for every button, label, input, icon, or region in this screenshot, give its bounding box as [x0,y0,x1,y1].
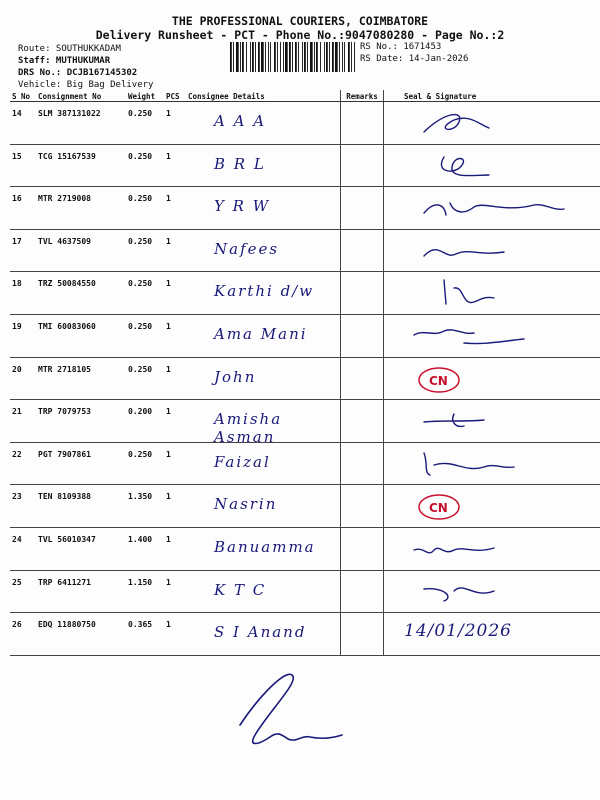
weight-cell: 1.400 [126,527,164,570]
weight-cell: 0.250 [126,187,164,230]
seal-cell [384,144,600,187]
consignee-handwriting: Y R W [214,197,271,216]
sno-cell: 24 [10,527,36,570]
weight-cell: 0.250 [126,314,164,357]
pcs-cell: 1 [164,229,186,272]
rs-no-label: RS No.: 1671453 [360,42,442,52]
consignment-cell: TRP 7079753 [36,400,126,443]
weight-cell: 1.350 [126,485,164,528]
table-row [10,272,600,315]
seal-cell [384,400,600,443]
consignee-handwriting: K T C [214,580,267,599]
remarks-cell [341,527,384,570]
signature-icon [384,528,598,569]
header-seal: Seal & Signature [384,90,600,102]
header-remarks: Remarks [341,90,384,102]
consignment-cell: TEN 8109388 [36,485,126,528]
pcs-cell: 1 [164,400,186,443]
sno-cell: 22 [10,442,36,485]
sno-cell: 20 [10,357,36,400]
table-row [10,570,600,613]
seal-cell [384,442,600,485]
consignee-handwriting: Nasrin [214,495,278,514]
pcs-cell: 1 [164,613,186,656]
remarks-cell [341,102,384,145]
header-weight: Weight [126,90,164,102]
weight-cell: 0.250 [126,272,164,315]
pcs-cell: 1 [164,272,186,315]
table-row [10,442,600,485]
consignment-cell: TRP 6411271 [36,570,126,613]
seal-cell [384,229,600,272]
seal-cell [384,613,600,656]
seal-cell [384,485,600,528]
staff-signature-icon [230,665,350,750]
weight-cell: 0.250 [126,442,164,485]
weight-cell: 0.200 [126,400,164,443]
signature-icon [384,187,598,228]
consignment-cell: EDQ 11880750 [36,613,126,656]
sno-cell: 25 [10,570,36,613]
table-row [10,527,600,570]
pcs-cell: 1 [164,187,186,230]
signature-icon [384,145,598,186]
table-row [10,485,600,528]
consignee-handwriting: Nafees [214,239,280,258]
weight-cell: 0.365 [126,613,164,656]
consignee-cell [186,357,341,400]
table-row [10,357,600,400]
consignee-cell [186,144,341,187]
svg-text:CN: CN [429,501,448,516]
barcode-icon [230,42,358,72]
consignment-cell: TRZ 50084550 [36,272,126,315]
pcs-cell: 1 [164,527,186,570]
consignee-handwriting: Amisha Asman [214,410,283,447]
weight-cell: 0.250 [126,357,164,400]
rs-date-label: RS Date: 14-Jan-2026 [360,54,469,64]
sno-cell: 23 [10,485,36,528]
consignee-cell [186,527,341,570]
consignee-cell [186,314,341,357]
sno-cell: 19 [10,314,36,357]
table-row [10,613,600,656]
consignee-cell [186,272,341,315]
runsheet-subtitle: Delivery Runsheet - PCT - Phone No.:9047080280 - Page No.:2 [95,28,505,42]
consignment-cell: TMI 60083060 [36,314,126,357]
sno-cell: 16 [10,187,36,230]
pcs-cell: 1 [164,442,186,485]
seal-cell [384,102,600,145]
weight-cell: 0.250 [126,229,164,272]
consignee-handwriting: Ama Mani [214,324,308,343]
remarks-cell [341,442,384,485]
table-row [10,102,600,145]
signature-icon [384,230,598,271]
table-row [10,187,600,230]
consignment-cell: SLM 387131022 [36,102,126,145]
remarks-cell [341,485,384,528]
sno-cell: 14 [10,102,36,145]
sno-cell: 15 [10,144,36,187]
consignee-cell [186,570,341,613]
consignment-cell: PGT 7907861 [36,442,126,485]
sno-cell: 26 [10,613,36,656]
sno-cell: 18 [10,272,36,315]
seal-cell [384,570,600,613]
seal-cell [384,314,600,357]
consignment-cell: MTR 2719008 [36,187,126,230]
consignee-cell [186,442,341,485]
seal-cell [384,187,600,230]
consignee-handwriting: John [214,367,257,386]
consignee-cell [186,400,341,447]
header-sno: S No [10,90,36,102]
cn-stamp-icon [384,358,598,399]
remarks-cell [341,314,384,357]
header-consignment: Consignment No [36,90,126,102]
consignee-cell [186,613,341,656]
seal-cell [384,527,600,570]
pcs-cell: 1 [164,485,186,528]
signature-icon [384,315,598,356]
consignee-handwriting: A A A [214,112,267,130]
remarks-cell [341,357,384,400]
seal-cell [384,272,600,315]
seal-cell [384,357,600,400]
remarks-cell [341,570,384,613]
remarks-cell [341,229,384,272]
signature-icon [384,443,598,484]
consignee-handwriting: Faizal [214,452,271,471]
delivery-date-handwriting: 14/01/2026 [404,621,512,642]
consignment-cell: TCG 15167539 [36,144,126,187]
consignee-handwriting: B R L [214,154,266,173]
remarks-cell [341,187,384,230]
drs-label: DRS No.: DCJB167145302 [18,68,138,78]
pcs-cell: 1 [164,314,186,357]
remarks-cell [341,613,384,656]
svg-text:CN: CN [429,373,448,388]
pcs-cell: 1 [164,102,186,145]
pcs-cell: 1 [164,357,186,400]
remarks-cell [341,144,384,187]
route-label: Route: SOUTHUKKADAM [18,44,121,54]
consignment-cell: TVL 4637509 [36,229,126,272]
header-pcs: PCS [164,90,186,102]
weight-cell: 0.250 [126,102,164,145]
consignee-cell [186,102,341,145]
table-header-row [10,90,600,102]
staff-label: Staff: MUTHUKUMAR [18,56,111,66]
pcs-cell: 1 [164,144,186,187]
consignment-cell: MTR 2718105 [36,357,126,400]
header-consignee: Consignee Details [186,90,341,102]
consignee-handwriting: Karthi d/w [214,282,315,301]
runsheet-table [10,90,600,656]
consignee-cell [186,187,341,230]
consignee-handwriting: S I Anand [214,623,307,642]
vehicle-label: Vehicle: Big Bag Delivery [18,80,154,90]
company-title: THE PROFESSIONAL COURIERS, COIMBATORE [171,14,429,28]
signature-icon [384,272,598,313]
weight-cell: 1.150 [126,570,164,613]
table-row [10,144,600,187]
consignee-handwriting: Banuamma [214,537,316,556]
consignee-cell [186,229,341,272]
consignment-cell: TVL 56010347 [36,527,126,570]
table-row [10,229,600,272]
table-row [10,314,600,357]
cn-stamp-icon [384,485,598,526]
sno-cell: 17 [10,229,36,272]
remarks-cell [341,272,384,315]
remarks-cell [341,400,384,443]
signature-icon [384,571,598,612]
weight-cell: 0.250 [126,144,164,187]
signature-icon [384,400,598,441]
table-row [10,400,600,443]
consignee-cell [186,485,341,528]
signature-icon [384,102,598,143]
pcs-cell: 1 [164,570,186,613]
sno-cell: 21 [10,400,36,443]
